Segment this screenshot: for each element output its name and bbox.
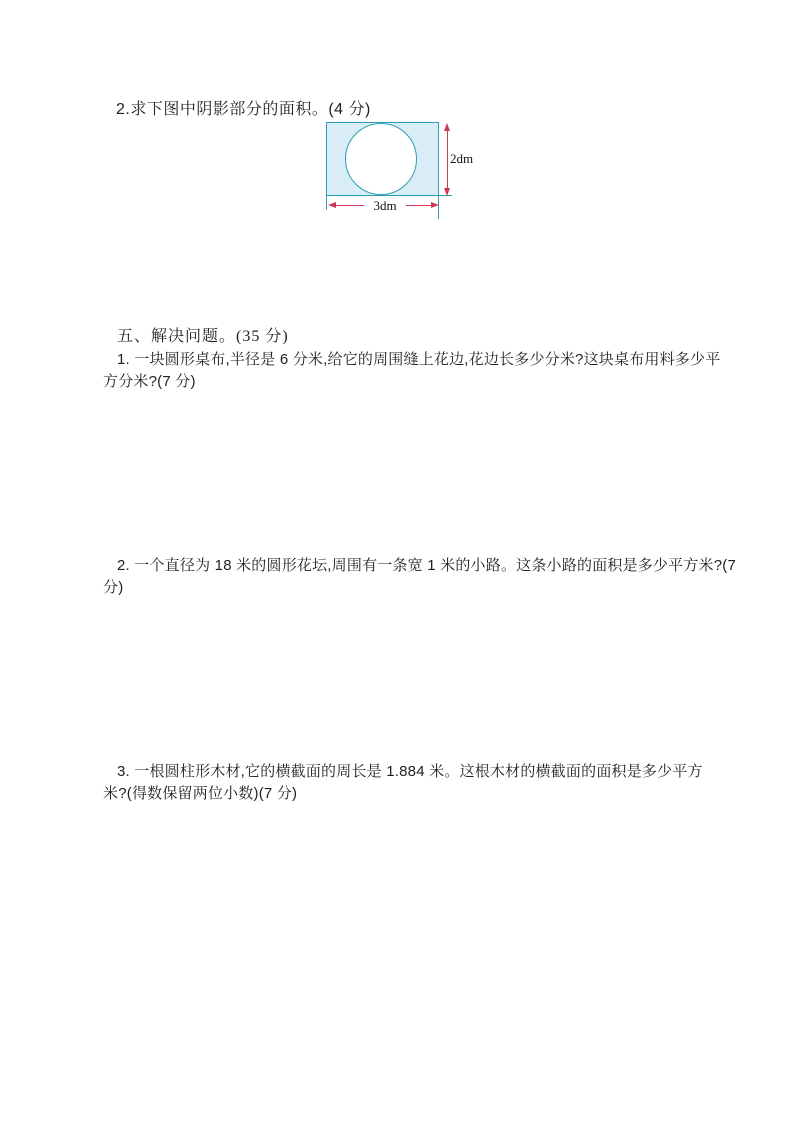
diagram-circle — [345, 123, 417, 195]
height-dimension-line — [447, 126, 448, 192]
question-2-heading: 2.求下图中阴影部分的面积。(4 分) — [116, 101, 371, 118]
section-5-heading: 五、解决问题。(35 分) — [117, 328, 289, 345]
problem-1-line-1: 1. 一块圆形桌布,半径是 6 分米,给它的周围缝上花边,花边长多少分米?这块桌布用料多少平 — [117, 351, 721, 368]
problem-1-line-2: 方分米?(7 分) — [103, 373, 196, 390]
arrow-down-icon — [444, 188, 450, 196]
arrow-right-icon — [431, 202, 439, 208]
problem-3-line-1: 3. 一根圆柱形木材,它的横截面的周长是 1.884 米。这根木材的横截面的面积是多少平方 — [117, 763, 703, 780]
left-extension-tick — [326, 196, 327, 210]
height-dimension-label: 2dm — [450, 151, 474, 166]
width-dimension-label: 3dm — [364, 198, 406, 213]
problem-2-line-1: 2. 一个直径为 18 米的圆形花坛,周围有一条宽 1 米的小路。这条小路的面积是多少平方米?(7 — [117, 557, 737, 574]
problem-3-line-2: 米?(得数保留两位小数)(7 分) — [103, 785, 298, 802]
problem-2-line-2: 分) — [103, 579, 124, 596]
